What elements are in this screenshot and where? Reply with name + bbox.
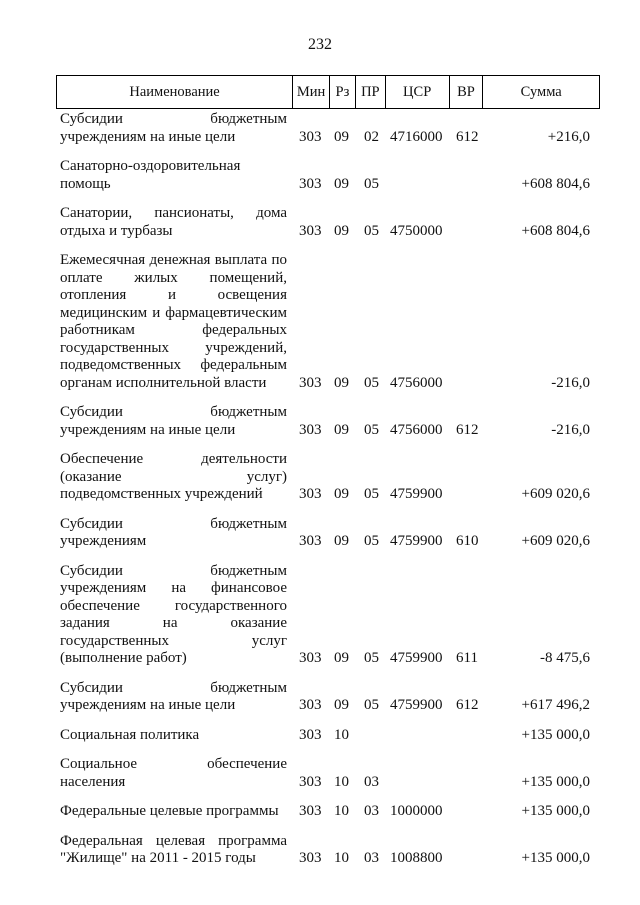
row-sum: +609 020,6 [521,486,590,502]
table-row [56,803,600,821]
row-sum: +135 000,0 [521,726,590,743]
row-name: Субсидии бюджетным учреждениям на иные цели [60,404,287,438]
header-rz: Рз [330,76,356,108]
row-min: 303 [299,697,322,713]
row-name: Ежемесячная денежная выплата по оплате жилых помещений, отопления и освещения медицинским и фармацевтическим работникам федеральных государственных учреждений, подведомственных федеральным органам исполнительной власти [60,252,287,391]
header-name: Наименование [57,76,293,108]
table-row [56,252,600,392]
row-name: Санаторно-оздоровительная помощь [60,158,241,192]
row-min: 303 [299,222,322,239]
row-csr: 4759900 [390,650,443,666]
row-min: 303 [299,803,322,819]
row-name: Социальное обеспечение населения [60,756,287,790]
row-min: 303 [299,128,322,145]
row-pr: 05 [364,421,379,438]
row-rz: 10 [334,726,349,743]
row-pr: 02 [364,128,379,145]
row-pr: 03 [364,850,379,866]
row-sum: -216,0 [551,374,590,391]
row-rz: 09 [334,175,349,192]
header-vr: ВР [450,76,484,108]
row-min: 303 [299,650,322,666]
header-pr: ПР [356,76,386,108]
row-rz: 10 [334,803,349,819]
table-row [56,158,600,193]
row-pr: 05 [364,374,379,391]
row-csr: 1000000 [390,803,443,819]
row-pr: 05 [364,533,379,549]
row-rz: 09 [334,533,349,549]
row-pr: 03 [364,773,379,790]
table-row [56,563,600,668]
table-row [56,111,600,146]
row-name: Субсидии бюджетным учреждениям на иные цели [60,679,287,713]
row-csr: 4759900 [390,697,443,713]
row-sum: +617 496,2 [521,697,590,713]
row-csr: 4716000 [390,128,443,145]
row-min: 303 [299,726,322,743]
header-csr: ЦСР [386,76,450,108]
row-vr: 612 [456,128,479,145]
row-rz: 09 [334,421,349,438]
row-rz: 09 [334,650,349,666]
table-row [56,516,600,551]
row-pr: 03 [364,803,379,819]
row-vr: 610 [456,533,479,549]
table-row [56,756,600,791]
row-sum: -8 475,6 [540,650,590,666]
row-rz: 10 [334,773,349,790]
row-min: 303 [299,421,322,438]
row-name: Социальная политика [60,726,200,743]
budget-table [56,75,600,880]
row-min: 303 [299,175,322,192]
row-sum: +135 000,0 [521,773,590,790]
row-csr: 4750000 [390,222,443,239]
row-sum: -216,0 [551,421,590,438]
row-rz: 09 [334,222,349,239]
header-sum: Сумма [520,83,562,100]
row-csr: 4759900 [390,533,443,549]
row-pr: 05 [364,486,379,502]
row-rz: 09 [334,697,349,713]
row-sum: +608 804,6 [521,222,590,239]
row-sum: +608 804,6 [521,175,590,192]
table-row [56,833,600,868]
row-sum: +135 000,0 [521,850,590,866]
row-csr: 4756000 [390,374,443,391]
row-min: 303 [299,773,322,790]
table-row [56,205,600,240]
row-rz: 09 [334,374,349,391]
row-name: Субсидии бюджетным учреждениям [60,515,287,549]
header-min: Мин [293,76,330,108]
row-name: Федеральные целевые программы [60,803,279,819]
row-rz: 09 [334,486,349,502]
row-csr: 4756000 [390,421,443,438]
row-name: Федеральная целевая программа "Жилище" на 2011 - 2015 годы [60,832,287,866]
row-pr: 05 [364,697,379,713]
row-rz: 09 [334,128,349,145]
page-number: 232 [308,36,332,53]
row-vr: 612 [456,697,479,713]
row-min: 303 [299,850,322,866]
row-vr: 612 [456,421,479,438]
row-csr: 4759900 [390,486,443,502]
table-row [56,727,600,745]
row-name: Субсидии бюджетным учреждениям на иные цели [60,111,287,145]
row-min: 303 [299,374,322,391]
table-body [56,111,600,868]
row-pr: 05 [364,175,379,192]
row-name: Обеспечение деятельности (оказание услуг) подведомственных учреждений [60,451,287,502]
row-sum: +216,0 [547,128,590,145]
row-pr: 05 [364,222,379,239]
row-sum: +135 000,0 [521,803,590,819]
row-min: 303 [299,533,322,549]
table-header [56,75,600,109]
row-csr: 1008800 [390,850,443,866]
table-row [56,680,600,715]
table-row [56,404,600,439]
row-rz: 10 [334,850,349,866]
table-row [56,451,600,504]
row-min: 303 [299,486,322,502]
row-name: Санатории, пансионаты, дома отдыха и турбазы [60,205,287,239]
row-pr: 05 [364,650,379,666]
row-vr: 611 [456,650,478,666]
row-sum: +609 020,6 [521,533,590,549]
row-name: Субсидии бюджетным учреждениям на финансовое обеспечение государственного задания на оказание государственных услуг (выполнение работ) [60,562,287,666]
